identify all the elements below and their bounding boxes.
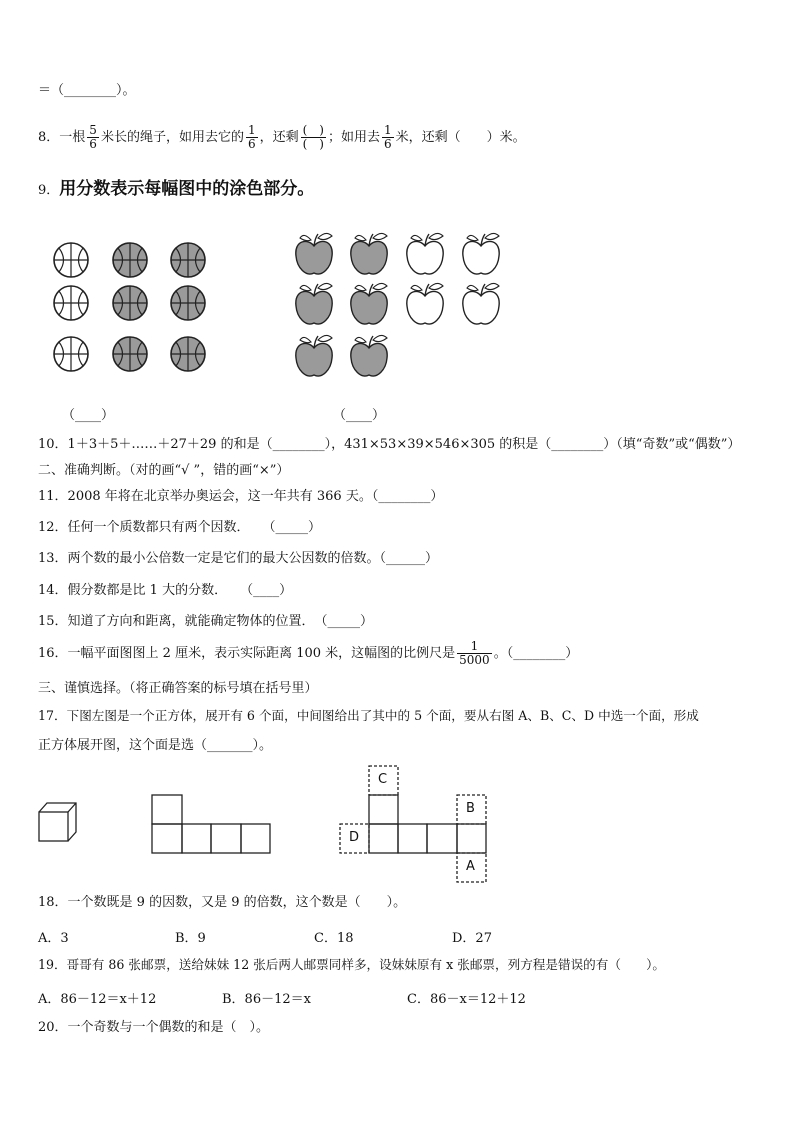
fraction-numerator: 5 — [89, 123, 97, 137]
apple-icon — [463, 283, 499, 324]
fraction-numerator: ( ) — [302, 123, 324, 137]
fraction-denominator: 6 — [89, 137, 97, 151]
q18: 18．一个数既是 9 的因数，又是 9 的倍数，这个数是（ ）。 — [38, 895, 407, 910]
q19-option-b[interactable]: B．86－12＝x — [222, 992, 311, 1007]
basketball-icon — [54, 337, 88, 371]
q9-number: 9． — [38, 183, 60, 198]
fraction-denominator: 5000 — [459, 653, 490, 667]
section-3-heading: 三、谨慎选择。（将正确答案的标号填在括号里） — [38, 681, 318, 696]
apple-icon — [407, 233, 443, 274]
q18-option-d[interactable]: D．27 — [452, 931, 492, 946]
fraction-denominator: ( ) — [302, 137, 324, 151]
q19-option-c[interactable]: C．86－x＝12＋12 — [407, 992, 526, 1007]
q9-answer-right[interactable]: （____） — [333, 408, 386, 423]
section-2-heading: 二、准确判断。（对的画“√ ”，错的画“×”） — [38, 463, 290, 478]
fraction-denominator: 6 — [247, 137, 256, 151]
q19: 19．哥哥有 86 张邮票，送给妹妹 12 张后两人邮票同样多，设妹妹原有 x 张邮票，列方程是错误的有（ ）。 — [38, 957, 666, 972]
q12: 12．任何一个质数都只有两个因数． （_____） — [38, 520, 322, 535]
face-label-c: C — [378, 772, 388, 787]
face-label-d: D — [349, 830, 360, 845]
q9-title: 用分数表示每幅图中的涂色部分。 — [59, 179, 315, 199]
basketball-icon — [113, 337, 147, 371]
q17-line-1: 17．下图左图是一个正方体，展开有 6 个面，中间图给出了其中的 5 个面，要从右图 A、B、C、D 中选一个面，形成 — [38, 708, 699, 723]
q16 — [38, 640, 578, 667]
apple-icon — [407, 283, 443, 324]
fraction-numerator: 1 — [457, 640, 492, 654]
apple-icon — [351, 335, 387, 376]
q8-number: 8． — [38, 130, 60, 145]
apple-icon — [296, 335, 332, 376]
cube-net-middle — [152, 795, 270, 853]
cube-icon — [39, 803, 76, 841]
apple-icon — [351, 283, 387, 324]
fraction-denominator: 6 — [384, 137, 392, 151]
q16-text-post: 。（________） — [493, 646, 579, 661]
cube-net-right — [340, 766, 486, 882]
basketball-icon — [54, 286, 88, 320]
q13: 13．两个数的最小公倍数一定是它们的最大公因数的倍数。（______） — [38, 551, 439, 566]
q7-tail: ＝（________）。 — [38, 83, 136, 98]
q9-answer-left[interactable]: （____） — [62, 408, 115, 423]
q14: 14．假分数都是比 1 大的分数． （____） — [38, 583, 293, 598]
q8-text-3: ，还剩 — [259, 130, 299, 145]
q8-text-5: 米，还剩（ ）米。 — [395, 130, 526, 145]
q17-line-2: 正方体展开图，这个面是选（_______）。 — [38, 738, 273, 753]
fraction-numerator: 1 — [247, 123, 256, 137]
q10: 10．1＋3＋5＋……＋27＋29 的和是（________），431×53×39×546×305 的积是（________）（填“奇数”或“偶数”） — [38, 437, 741, 452]
face-label-a: A — [466, 859, 475, 874]
basketball-icon — [171, 337, 205, 371]
apple-icon — [351, 233, 387, 274]
apple-icon — [296, 233, 332, 274]
q8-text-4: ；如用去 — [327, 130, 380, 145]
q18-option-a[interactable]: A．3 — [38, 931, 69, 946]
basketball-icon — [171, 243, 205, 277]
q16-text-pre: 16．一幅平面图图上 2 厘米，表示实际距离 100 米，这幅图的比例尺是 — [38, 646, 456, 661]
basketball-icon — [113, 286, 147, 320]
q20: 20．一个奇数与一个偶数的和是（ ）。 — [38, 1020, 270, 1035]
basketball-icon — [54, 243, 88, 277]
q16-fraction — [457, 640, 492, 667]
fraction-numerator: 1 — [384, 123, 392, 137]
q11: 11．2008 年将在北京举办奥运会，这一年共有 366 天。（________） — [38, 489, 444, 504]
q8-text-1: 一根 — [59, 130, 86, 145]
basketball-icon — [113, 243, 147, 277]
q18-option-c[interactable]: C．18 — [314, 931, 354, 946]
apple-icon — [463, 233, 499, 274]
basketball-icon — [171, 286, 205, 320]
face-label-b: B — [466, 801, 475, 816]
q8-text-2: 米长的绳子，如用去它的 — [100, 130, 244, 145]
q18-option-b[interactable]: B．9 — [175, 931, 206, 946]
q15: 15．知道了方向和距离，就能确定物体的位置． （_____） — [38, 614, 374, 629]
apple-icon — [296, 283, 332, 324]
q19-option-a[interactable]: A．86－12＝x＋12 — [38, 992, 157, 1007]
